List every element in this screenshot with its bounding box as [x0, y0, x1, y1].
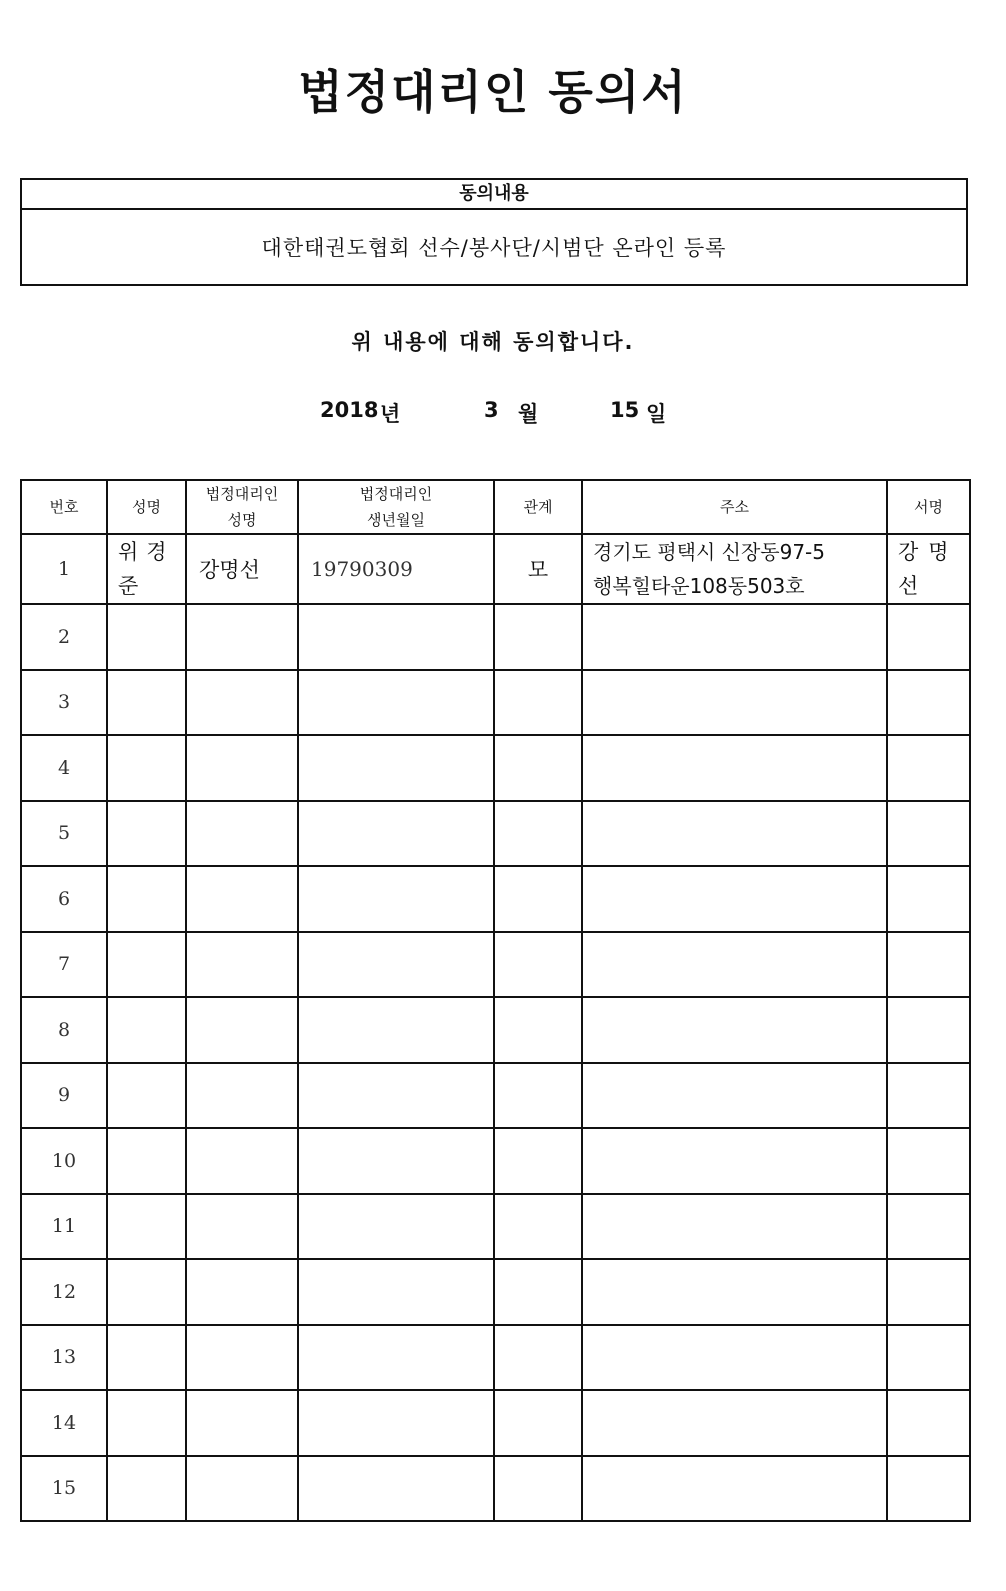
cell-num: 8 — [21, 997, 107, 1063]
table-row — [21, 1194, 970, 1260]
cell-signature[interactable] — [887, 866, 970, 932]
cell-signature[interactable] — [887, 735, 970, 801]
table-row — [21, 1128, 970, 1194]
header-guardian-name-line1: 법정대리인 — [205, 485, 279, 503]
cell-relation[interactable] — [494, 801, 582, 867]
cell-signature[interactable] — [887, 604, 970, 670]
cell-relation[interactable] — [494, 997, 582, 1063]
cell-signature[interactable] — [887, 670, 970, 736]
cell-guardian-birth[interactable] — [298, 1128, 494, 1194]
cell-student-name[interactable] — [107, 670, 186, 736]
cell-address[interactable] — [582, 801, 887, 867]
header-guardian-birth — [298, 480, 494, 534]
cell-guardian-name[interactable] — [186, 735, 298, 801]
agree-statement: 위 내용에 대해 동의합니다. — [351, 330, 635, 354]
cell-student-name[interactable] — [107, 735, 186, 801]
date-day: 15 — [610, 398, 640, 422]
table-row — [21, 801, 970, 867]
table-header-row — [21, 480, 970, 534]
cell-address[interactable] — [582, 1259, 887, 1325]
cell-guardian-name[interactable] — [186, 866, 298, 932]
cell-relation[interactable]: 모 — [494, 534, 582, 604]
cell-num: 7 — [21, 932, 107, 998]
cell-guardian-birth[interactable] — [298, 1194, 494, 1260]
cell-student-name[interactable] — [107, 866, 186, 932]
cell-address[interactable] — [582, 932, 887, 998]
cell-student-name[interactable] — [107, 1259, 186, 1325]
table-row — [21, 1259, 970, 1325]
cell-guardian-name[interactable] — [186, 932, 298, 998]
cell-signature[interactable]: 강명선 — [887, 534, 970, 604]
date-month: 3 — [484, 398, 499, 422]
cell-student-name[interactable] — [107, 801, 186, 867]
table-row — [21, 1063, 970, 1129]
document-title: 법정대리인 동의서 — [298, 65, 688, 119]
cell-guardian-name[interactable] — [186, 997, 298, 1063]
cell-relation[interactable] — [494, 932, 582, 998]
consent-content-header: 동의내용 — [22, 180, 966, 210]
cell-guardian-birth[interactable] — [298, 932, 494, 998]
header-signature: 서명 — [887, 480, 970, 534]
cell-guardian-birth[interactable] — [298, 1325, 494, 1391]
cell-student-name[interactable] — [107, 932, 186, 998]
cell-address[interactable] — [582, 1325, 887, 1391]
cell-relation[interactable] — [494, 1194, 582, 1260]
header-address: 주소 — [582, 480, 887, 534]
cell-relation[interactable] — [494, 866, 582, 932]
cell-address[interactable] — [582, 1063, 887, 1129]
cell-relation[interactable] — [494, 1259, 582, 1325]
cell-guardian-name[interactable] — [186, 1194, 298, 1260]
date-year: 2018 — [320, 398, 379, 422]
cell-signature[interactable] — [887, 1325, 970, 1391]
table-row — [21, 735, 970, 801]
cell-address[interactable] — [582, 997, 887, 1063]
cell-relation[interactable] — [494, 1456, 582, 1522]
cell-signature[interactable] — [887, 1063, 970, 1129]
date-day-unit: 일 — [646, 402, 667, 426]
cell-num: 13 — [21, 1325, 107, 1391]
table-row — [21, 1325, 970, 1391]
cell-num: 9 — [21, 1063, 107, 1129]
address-line1: 경기도 평택시 신장동97-5 — [593, 540, 825, 564]
cell-student-name[interactable] — [107, 1325, 186, 1391]
header-guardian-birth-line1: 법정대리인 — [359, 485, 433, 503]
cell-relation[interactable] — [494, 1128, 582, 1194]
consent-content-box — [20, 178, 968, 286]
cell-guardian-name[interactable] — [186, 1390, 298, 1456]
cell-num: 3 — [21, 670, 107, 736]
cell-num: 10 — [21, 1128, 107, 1194]
cell-relation[interactable] — [494, 735, 582, 801]
cell-guardian-birth[interactable] — [298, 801, 494, 867]
cell-num: 5 — [21, 801, 107, 867]
cell-num: 2 — [21, 604, 107, 670]
cell-num: 14 — [21, 1390, 107, 1456]
cell-guardian-birth[interactable] — [298, 1456, 494, 1522]
cell-student-name[interactable] — [107, 997, 186, 1063]
cell-address[interactable] — [582, 735, 887, 801]
table-row — [21, 534, 970, 604]
cell-student-name[interactable] — [107, 1456, 186, 1522]
cell-student-name[interactable] — [107, 1063, 186, 1129]
cell-num: 11 — [21, 1194, 107, 1260]
cell-guardian-birth[interactable] — [298, 997, 494, 1063]
cell-guardian-birth[interactable] — [298, 670, 494, 736]
header-guardian-name-line2: 성명 — [227, 511, 257, 529]
header-guardian-birth-line2: 생년월일 — [367, 511, 425, 529]
cell-student-name[interactable] — [107, 1390, 186, 1456]
cell-num: 4 — [21, 735, 107, 801]
cell-address[interactable] — [582, 866, 887, 932]
table-row — [21, 604, 970, 670]
cell-num: 12 — [21, 1259, 107, 1325]
cell-address[interactable] — [582, 1456, 887, 1522]
cell-address[interactable] — [582, 1194, 887, 1260]
cell-signature[interactable] — [887, 1194, 970, 1260]
cell-relation[interactable] — [494, 1325, 582, 1391]
cell-num: 1 — [21, 534, 107, 604]
cell-relation[interactable] — [494, 670, 582, 736]
cell-signature[interactable] — [887, 1456, 970, 1522]
cell-guardian-name[interactable] — [186, 1063, 298, 1129]
cell-student-name[interactable] — [107, 604, 186, 670]
table-row — [21, 866, 970, 932]
table-row — [21, 1456, 970, 1522]
cell-guardian-birth[interactable] — [298, 1390, 494, 1456]
table-row — [21, 997, 970, 1063]
cell-guardian-name[interactable] — [186, 801, 298, 867]
address-line2: 행복힐타운108동503호 — [593, 574, 805, 598]
cell-num: 6 — [21, 866, 107, 932]
cell-signature[interactable] — [887, 801, 970, 867]
cell-guardian-name[interactable] — [186, 1456, 298, 1522]
cell-address[interactable] — [582, 604, 887, 670]
cell-student-name[interactable] — [107, 1128, 186, 1194]
table-row — [21, 670, 970, 736]
cell-num: 15 — [21, 1456, 107, 1522]
cell-guardian-name[interactable]: 강명선 — [186, 534, 298, 604]
guardian-table — [20, 479, 971, 1522]
date-month-unit: 월 — [518, 402, 539, 426]
table-row — [21, 1390, 970, 1456]
cell-signature[interactable] — [887, 1259, 970, 1325]
table-row — [21, 932, 970, 998]
cell-guardian-name[interactable] — [186, 1259, 298, 1325]
consent-content-body: 대한태권도협회 선수/봉사단/시범단 온라인 등록 — [261, 236, 727, 260]
cell-relation[interactable] — [494, 1390, 582, 1456]
header-num: 번호 — [21, 480, 107, 534]
cell-signature[interactable] — [887, 1390, 970, 1456]
cell-guardian-name[interactable] — [186, 670, 298, 736]
cell-student-name[interactable]: 위경준 — [107, 534, 186, 604]
cell-guardian-birth[interactable] — [298, 1063, 494, 1129]
cell-guardian-birth[interactable] — [298, 604, 494, 670]
cell-student-name[interactable] — [107, 1194, 186, 1260]
header-name: 성명 — [107, 480, 186, 534]
cell-relation[interactable] — [494, 1063, 582, 1129]
cell-guardian-birth[interactable] — [298, 1259, 494, 1325]
cell-address[interactable] — [582, 1128, 887, 1194]
cell-address[interactable] — [582, 1390, 887, 1456]
cell-signature[interactable] — [887, 932, 970, 998]
header-relation: 관계 — [494, 480, 582, 534]
header-guardian-name — [186, 480, 298, 534]
cell-signature[interactable] — [887, 997, 970, 1063]
cell-address[interactable] — [582, 534, 887, 604]
cell-guardian-name[interactable] — [186, 1128, 298, 1194]
cell-address[interactable] — [582, 670, 887, 736]
cell-guardian-name[interactable] — [186, 604, 298, 670]
cell-guardian-birth[interactable] — [298, 866, 494, 932]
cell-guardian-name[interactable] — [186, 1325, 298, 1391]
cell-guardian-birth[interactable]: 19790309 — [298, 534, 494, 604]
cell-relation[interactable] — [494, 604, 582, 670]
cell-signature[interactable] — [887, 1128, 970, 1194]
date-year-unit: 년 — [380, 402, 401, 426]
cell-guardian-birth[interactable] — [298, 735, 494, 801]
